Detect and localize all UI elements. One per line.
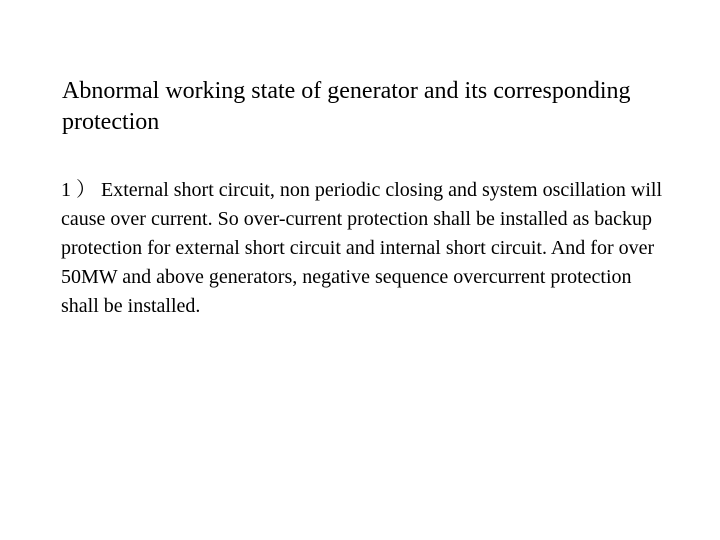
item-text: External short circuit, non periodic closing and system oscillation will cause over current. So over-current protection shall be installed as backup protection for external short circuit and internal short circuit. And for over 50MW and above generators, negative sequence overcurrent protection shall be installed.	[61, 179, 662, 317]
item-number: 1 ）	[61, 179, 96, 201]
slide-body-paragraph	[61, 176, 673, 321]
slide-title: Abnormal working state of generator and its corresponding protection	[62, 78, 631, 135]
